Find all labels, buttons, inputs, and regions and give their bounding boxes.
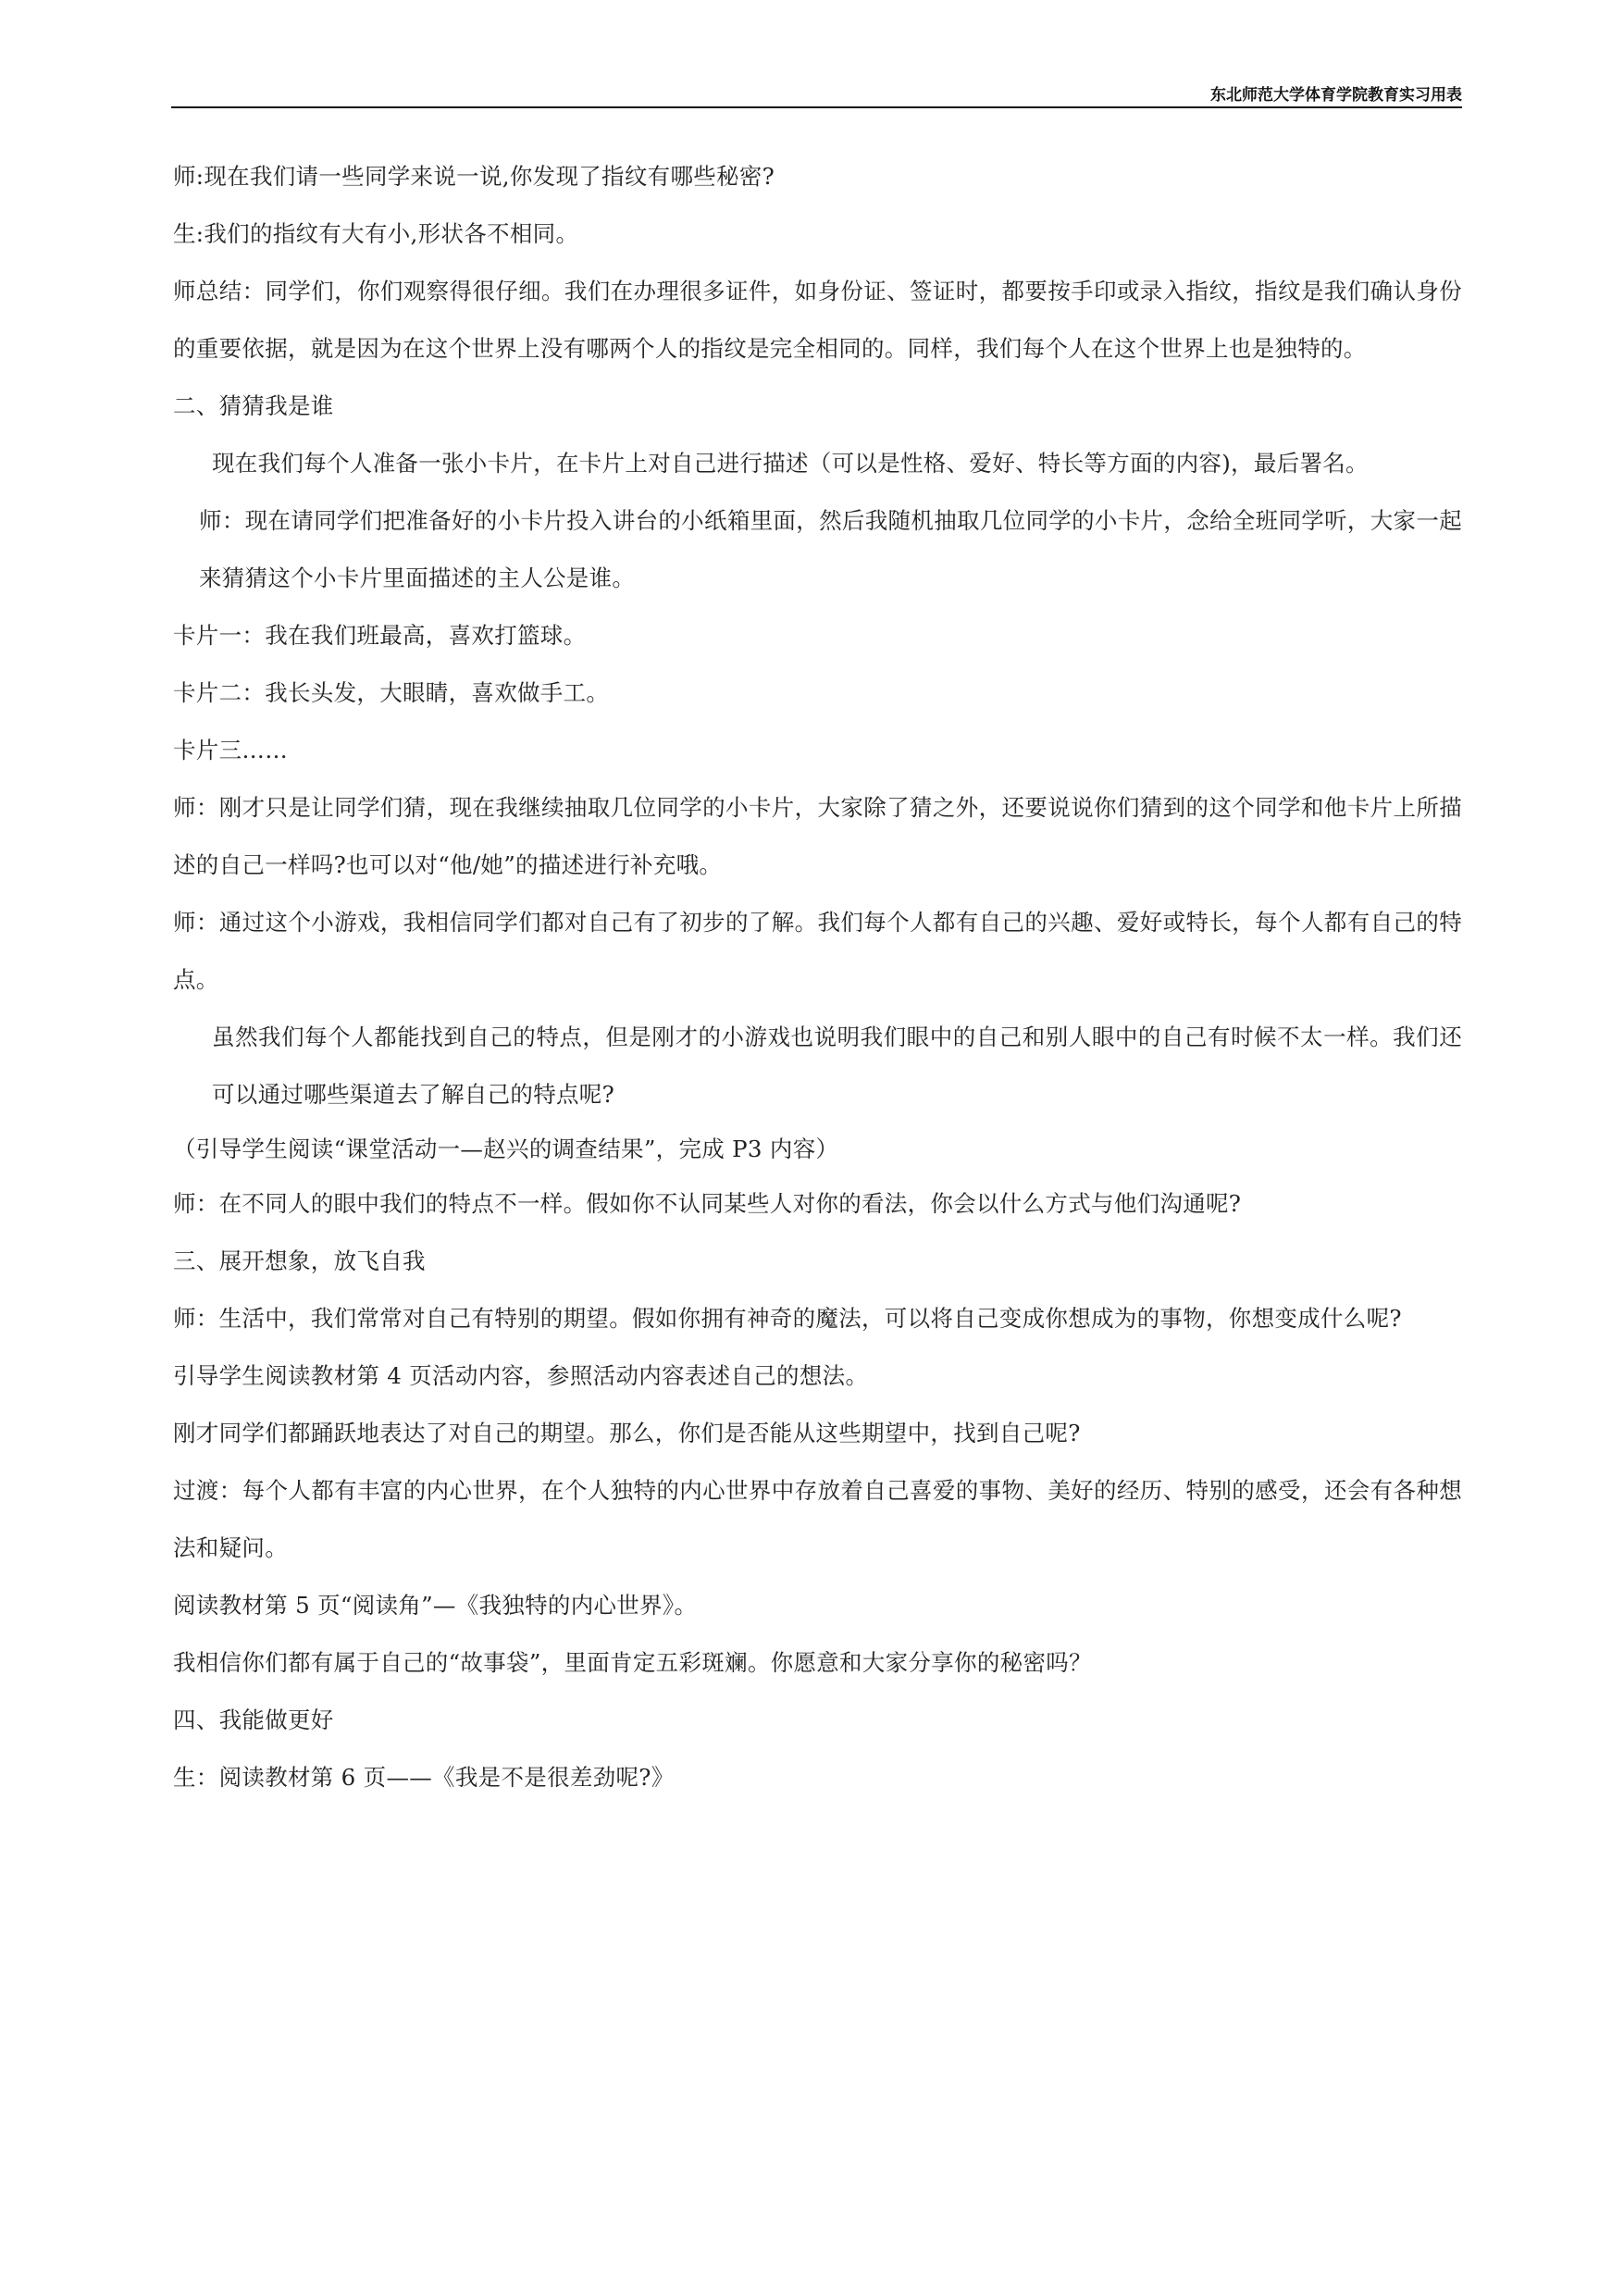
paragraph: 生：阅读教材第 6 页——《我是不是很差劲呢?》 — [173, 1764, 675, 1791]
paragraph: 阅读教材第 5 页“阅读角”—《我独特的内心世界》。 — [173, 1592, 698, 1619]
paragraph: 虽然我们每个人都能找到自己的特点，但是刚才的小游戏也说明我们眼中的自己和别人眼中的自己有时候不太一样。我们还可以通过哪些渠道去了解自己的特点呢? — [212, 1024, 1462, 1108]
paragraph: 过渡：每个人都有丰富的内心世界，在个人独特的内心世界中存放着自己喜爱的事物、美好的经历、特别的感受，还会有各种想法和疑问。 — [173, 1477, 1462, 1561]
section-heading: 二、猜猜我是谁 — [173, 392, 334, 419]
paragraph: 现在我们每个人准备一张小卡片，在卡片上对自己进行描述（可以是性格、爱好、特长等方面的内容)，最后署名。 — [212, 450, 1369, 477]
paragraph: 师：通过这个小游戏，我相信同学们都对自己有了初步的了解。我们每个人都有自己的兴趣、爱好或特长，每个人都有自己的特点。 — [173, 909, 1462, 993]
paragraph: 卡片二：我长头发，大眼睛，喜欢做手工。 — [173, 679, 610, 706]
paragraph: 师:现在我们请一些同学来说一说,你发现了指纹有哪些秘密? — [173, 163, 775, 190]
paragraph: 生:我们的指纹有大有小,形状各不相同。 — [173, 220, 579, 247]
section-heading: 三、展开想象，放飞自我 — [173, 1247, 426, 1274]
paragraph: 师：刚才只是让同学们猜，现在我继续抽取几位同学的小卡片，大家除了猜之外，还要说说你们猜到的这个同学和他卡片上所描述的自己一样吗?也可以对“他/她”的描述进行补充哦。 — [173, 794, 1462, 878]
section-heading: 四、我能做更好 — [173, 1706, 334, 1733]
paragraph: 师：现在请同学们把准备好的小卡片投入讲台的小纸箱里面，然后我随机抽取几位同学的小卡片，念给全班同学听，大家一起来猜猜这个小卡片里面描述的主人公是谁。 — [199, 507, 1462, 591]
paragraph: 刚才同学们都踊跃地表达了对自己的期望。那么，你们是否能从这些期望中，找到自己呢? — [173, 1420, 1081, 1446]
document-header: 东北师范大学体育学院教育实习用表 — [1210, 86, 1462, 105]
paragraph: 卡片一：我在我们班最高，喜欢打篮球。 — [173, 622, 587, 649]
paragraph: 引导学生阅读教材第 4 页活动内容，参照活动内容表述自己的想法。 — [173, 1362, 869, 1389]
document-body — [173, 148, 1462, 1806]
header-divider — [171, 106, 1462, 108]
paragraph: 师总结：同学们，你们观察得很仔细。我们在办理很多证件，如身份证、签证时，都要按手印或录入指纹，指纹是我们确认身份的重要依据，就是因为在这个世界上没有哪两个人的指纹是完全相同的。同样，我们每个人在这个世界上也是独特的。 — [173, 278, 1462, 362]
paragraph: 师：在不同人的眼中我们的特点不一样。假如你不认同某些人对你的看法，你会以什么方式与他们沟通呢? — [173, 1190, 1242, 1217]
paragraph: 师：生活中，我们常常对自己有特别的期望。假如你拥有神奇的魔法，可以将自己变成你想成为的事物，你想变成什么呢? — [173, 1305, 1402, 1332]
paragraph: （引导学生阅读“课堂活动一—赵兴的调查结果”，完成 P3 内容） — [173, 1136, 839, 1162]
paragraph: 卡片三…… — [173, 737, 288, 763]
paragraph: 我相信你们都有属于自己的“故事袋”，里面肯定五彩斑斓。你愿意和大家分享你的秘密吗？ — [173, 1649, 1092, 1676]
